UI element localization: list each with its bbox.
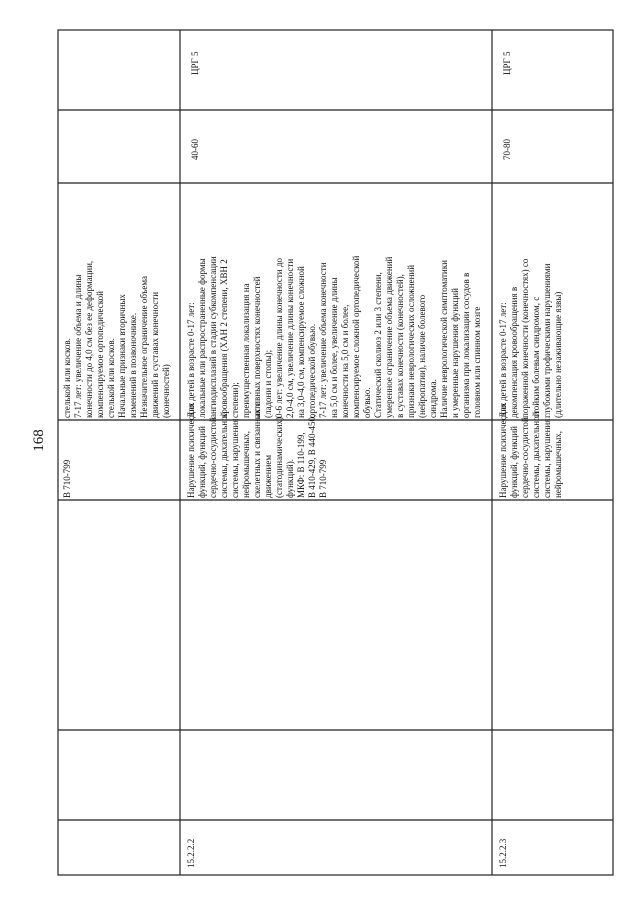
- row1-col4: Нарушение психических функций, функций сердечно-сосудистой системы, дыхательной системы, нарушения нейромышечных, скелетных и связанных с движением (статодинамических) функций). МКФ: В 110-199, В 410-429, В 440-450, В 710-799: [186, 402, 328, 498]
- row2-col6: 70-80: [502, 139, 512, 160]
- row1-col6: 40-60: [190, 139, 200, 160]
- row1-col5: Для детей в возрасте 0-17 лет: локальные или распространенные формы ангиодисплазий в стадии субкомпенсации кровообращения (ХАН 2 степени, ХВН 2 степени); преимущественная локализация на активных поверхностях конечностей (ладони и стопы); 0-6 лет: увеличение длины конечности до 2,0-4,0 см, увеличение длины конечности на 3,0-4,0 см, компенсируемое сложной ортопедической обувью. 7-17 лет: увеличение объема конечности на 5,0 см и более, увеличение длины конечности на 5,0 см и более, компенсируемое сложной ортопедической обувью. Статический сколиоз 2 или 3 степени, умеренное ограничение объема движений в суставах конечности (конечностей), признаки неврологических осложнений (нейропатии), наличие болевого синдрома. Наличие неврологической симптоматики и умеренные нарушения функций организма при локализации сосудов в головном или спинном мозге: [186, 255, 482, 418]
- row2-col4: Нарушение психических функций, функций сердечно-сосудистой системы, дыхательной системы, нарушения нейромышечных,: [498, 402, 563, 498]
- row1-col7: ЦРГ 5: [190, 51, 200, 75]
- row2-col5: Для детей в возрасте 0-17 лет: декомпенсация кровообращения в пораженной конечности (конечностях) со стойким болевым синдромом, с глубокими трофическими нарушениями (длительно незаживающие язвы): [498, 258, 563, 418]
- row1-code: 15.2.2.2: [186, 838, 196, 868]
- row2-code: 15.2.2.3: [498, 838, 508, 868]
- page-number: 168: [30, 429, 47, 452]
- row0-col4: В 710-799: [62, 459, 72, 498]
- row2-col7: ЦРГ 5: [502, 51, 512, 75]
- row0-col5: стелькой или косков. 7-17 лет: увеличение объема и длины конечности до 4,0 см без ее деформации, компенсируемое ортопедической стелькой или косков. Начальные признаки вторичных изменений в позвоночнике. Незначительное ограничение объема движений в суставах конечности (конечностей): [62, 260, 171, 418]
